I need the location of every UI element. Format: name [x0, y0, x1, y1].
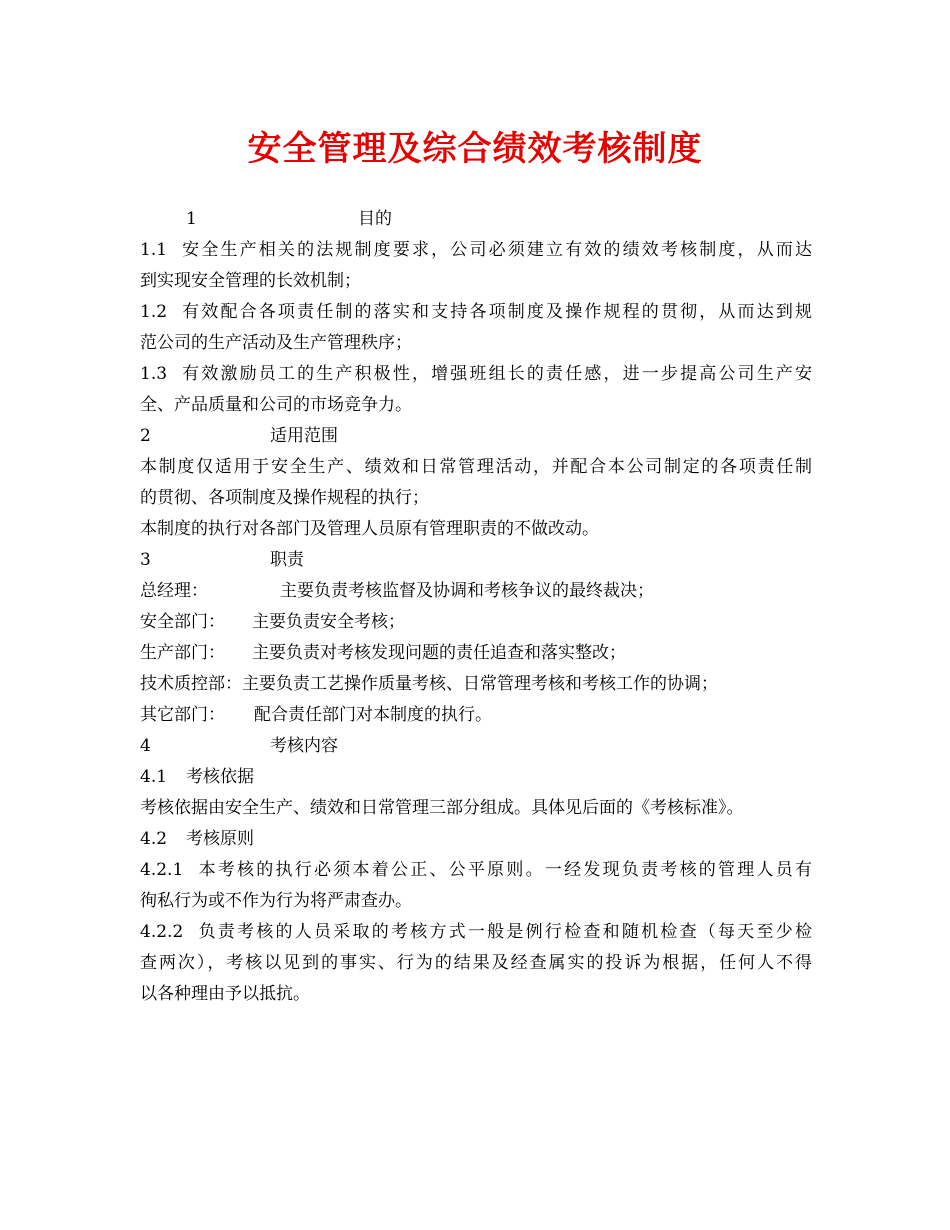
- paragraph-2-line2: 的贯彻、各项制度及操作规程的执行；: [140, 488, 429, 508]
- duty-role: 总经理：: [140, 581, 208, 601]
- section-heading-1: [140, 204, 812, 235]
- duty-tech-qc-dept: [140, 669, 812, 700]
- section-number: 4: [140, 736, 151, 756]
- clause-number: 1.3: [140, 364, 168, 384]
- subsection-title: 考核原则: [186, 829, 254, 849]
- duty-text: 主要负责对考核发现问题的责任追查和落实整改；: [252, 643, 626, 663]
- paragraph-4-2-1-line2: 徇私行为或不作为行为将严肃查办。: [140, 891, 412, 911]
- section-number: 3: [140, 550, 151, 570]
- paragraph-4-2-2-line2: 查两次），考核以见到的事实、行为的结果及经查属实的投诉为根据，任何人不得: [140, 953, 812, 973]
- section-heading-3: [140, 545, 812, 576]
- document-title: 安全管理及综合绩效考核制度: [247, 129, 703, 169]
- section-number: 1: [186, 209, 197, 229]
- paragraph-4-2-2-line1: [140, 917, 812, 948]
- duty-role: 生产部门：: [140, 643, 225, 663]
- paragraph-2-line1: 本制度仅适用于安全生产、绩效和日常管理活动，并配合本公司制定的各项责任制: [140, 457, 812, 477]
- clause-text: 本考核的执行必须本着公正、公平原则。一经发现负责考核的管理人员有: [198, 860, 812, 880]
- clause-text: 有效激励员工的生产积极性，增强班组长的责任感，进一步提高公司生产安: [182, 364, 812, 384]
- subsection-number: 4.1: [140, 767, 168, 787]
- clause-number: 4.2.2: [140, 922, 184, 942]
- paragraph-1-2-line1: [140, 297, 812, 328]
- duty-safety-dept: [140, 607, 812, 638]
- subsection-number: 4.2: [140, 829, 168, 849]
- clause-text: 有效配合各项责任制的落实和支持各项制度及操作规程的贯彻，从而达到规: [182, 302, 812, 322]
- paragraph-1-2-line2: 范公司的生产活动及生产管理秩序；: [140, 333, 412, 353]
- duty-role: 安全部门：: [140, 612, 225, 632]
- duty-general-manager: [140, 576, 812, 607]
- section-title: 考核内容: [270, 736, 338, 756]
- paragraph-4-1: 考核依据由安全生产、绩效和日常管理三部分组成。具体见后面的《考核标准》。: [140, 798, 744, 818]
- section-title: 目的: [358, 209, 392, 229]
- duty-text: 配合责任部门对本制度的执行。: [254, 705, 492, 725]
- document-body: [140, 204, 812, 1010]
- duty-text: 主要负责工艺操作质量考核、日常管理考核和考核工作的协调；: [242, 674, 718, 694]
- duty-role: 技术质控部：: [140, 674, 242, 694]
- section-title: 适用范围: [270, 426, 338, 446]
- clause-number: 4.2.1: [140, 860, 184, 880]
- paragraph-4-2-1-line1: [140, 855, 812, 886]
- section-title: 职责: [270, 550, 304, 570]
- duty-text: 主要负责安全考核；: [252, 612, 405, 632]
- paragraph-1-1-line1: [140, 235, 812, 266]
- paragraph-1-1-line2: 到实现安全管理的长效机制；: [140, 271, 361, 291]
- duty-text: 主要负责考核监督及协调和考核争议的最终裁决；: [280, 581, 654, 601]
- paragraph-2-line3: 本制度的执行对各部门及管理人员原有管理职责的不做改动。: [140, 519, 599, 539]
- clause-text: 负责考核的人员采取的考核方式一般是例行检查和随机检查（每天至少检: [198, 922, 812, 942]
- subsection-title: 考核依据: [186, 767, 254, 787]
- subsection-heading-4-1: [140, 762, 812, 793]
- clause-number: 1.2: [140, 302, 168, 322]
- duty-other-dept: [140, 700, 812, 731]
- paragraph-1-3-line1: [140, 359, 812, 390]
- duty-role: 其它部门：: [140, 705, 225, 725]
- subsection-heading-4-2: [140, 824, 812, 855]
- paragraph-4-2-2-line3: 以各种理由予以抵抗。: [140, 984, 310, 1004]
- section-heading-4: [140, 731, 812, 762]
- section-heading-2: [140, 421, 812, 452]
- section-number: 2: [140, 426, 151, 446]
- duty-production-dept: [140, 638, 812, 669]
- clause-text: 安全生产相关的法规制度要求，公司必须建立有效的绩效考核制度，从而达: [182, 240, 812, 260]
- paragraph-1-3-line2: 全、产品质量和公司的市场竞争力。: [140, 395, 412, 415]
- clause-number: 1.1: [140, 240, 168, 260]
